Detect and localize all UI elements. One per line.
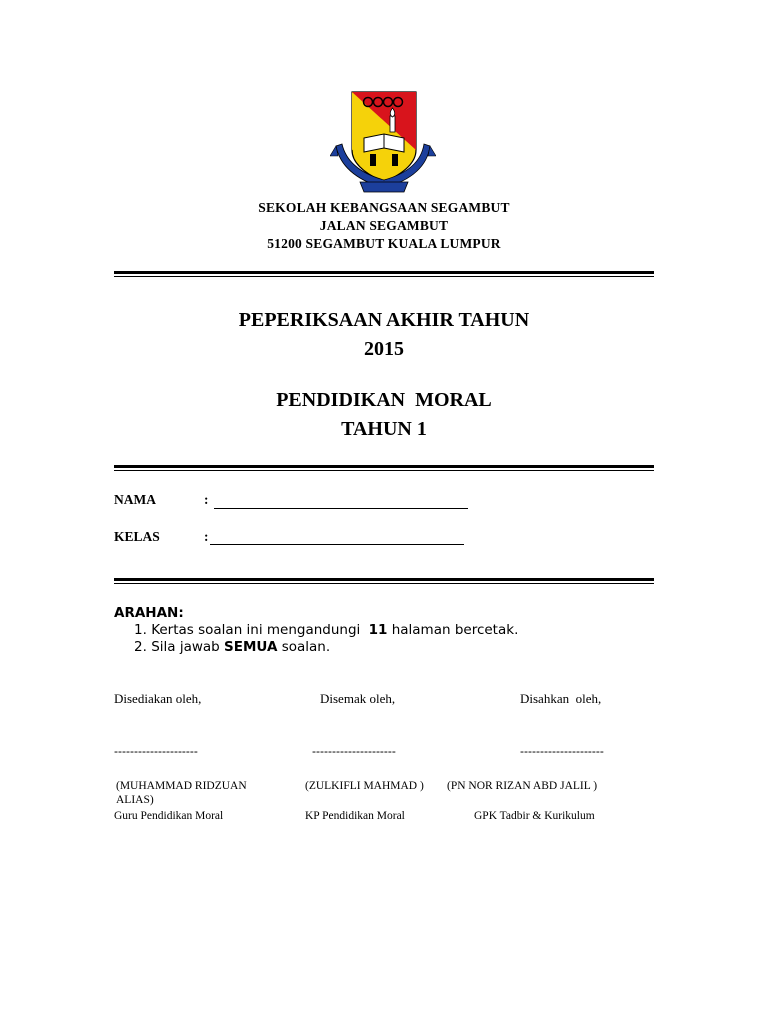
instruction-1-page-count: 11 — [368, 622, 388, 638]
divider-rule-2 — [114, 465, 654, 471]
prepared-by-label: Disediakan oleh, — [114, 691, 202, 706]
instruction-2-text-end: soalan. — [281, 639, 331, 655]
checked-by-role: KP Pendidikan Moral — [305, 810, 405, 822]
instruction-2-number: 2. — [134, 639, 147, 655]
name-input-line[interactable] — [214, 494, 468, 509]
instruction-item-2 — [134, 639, 330, 655]
approved-by-label: Disahkan oleh, — [520, 691, 602, 706]
instruction-1-number: 1. — [134, 622, 147, 638]
prepared-by-name: (MUHAMMAD RIDZUAN — [116, 780, 247, 792]
prepared-by-name-cont: ALIAS) — [116, 794, 154, 806]
name-colon: : — [204, 492, 209, 507]
name-label: NAMA — [114, 492, 156, 507]
class-input-line[interactable] — [210, 530, 464, 545]
checked-signature-line: --------------------- — [312, 744, 396, 758]
class-colon: : — [204, 529, 209, 544]
prepared-signature-line: --------------------- — [114, 744, 198, 758]
approved-by-name: (PN NOR RIZAN ABD JALIL ) — [447, 780, 598, 792]
exam-subject: PENDIDIKAN MORAL — [276, 389, 492, 411]
approved-signature-line: --------------------- — [520, 744, 604, 758]
exam-year: 2015 — [364, 338, 404, 360]
instruction-1-text-end: halaman bercetak. — [391, 622, 519, 638]
instruction-item-1 — [134, 622, 518, 638]
instructions-heading: ARAHAN: — [114, 605, 184, 621]
crest-svg — [330, 86, 436, 194]
prepared-by-role: Guru Pendidikan Moral — [114, 810, 224, 822]
exam-title: PEPERIKSAAN AKHIR TAHUN — [238, 309, 530, 331]
divider-rule-3 — [114, 578, 654, 584]
checked-by-label: Disemak oleh, — [320, 691, 396, 706]
approved-by-role: GPK Tadbir & Kurikulum — [474, 810, 595, 822]
instruction-2-emphasis: SEMUA — [224, 639, 278, 655]
school-street: JALAN SEGAMBUT — [319, 218, 449, 233]
class-label: KELAS — [114, 529, 160, 544]
school-crest-logo — [330, 86, 436, 194]
instruction-1-text: Kertas soalan ini mengandungi — [151, 622, 361, 638]
school-name: SEKOLAH KEBANGSAAN SEGAMBUT — [258, 200, 510, 215]
divider-rule-1 — [114, 271, 654, 277]
school-city: 51200 SEGAMBUT KUALA LUMPUR — [267, 236, 501, 251]
exam-grade: TAHUN 1 — [341, 418, 427, 440]
checked-by-name: (ZULKIFLI MAHMAD ) — [305, 780, 424, 792]
instruction-2-text: Sila jawab — [151, 639, 220, 655]
